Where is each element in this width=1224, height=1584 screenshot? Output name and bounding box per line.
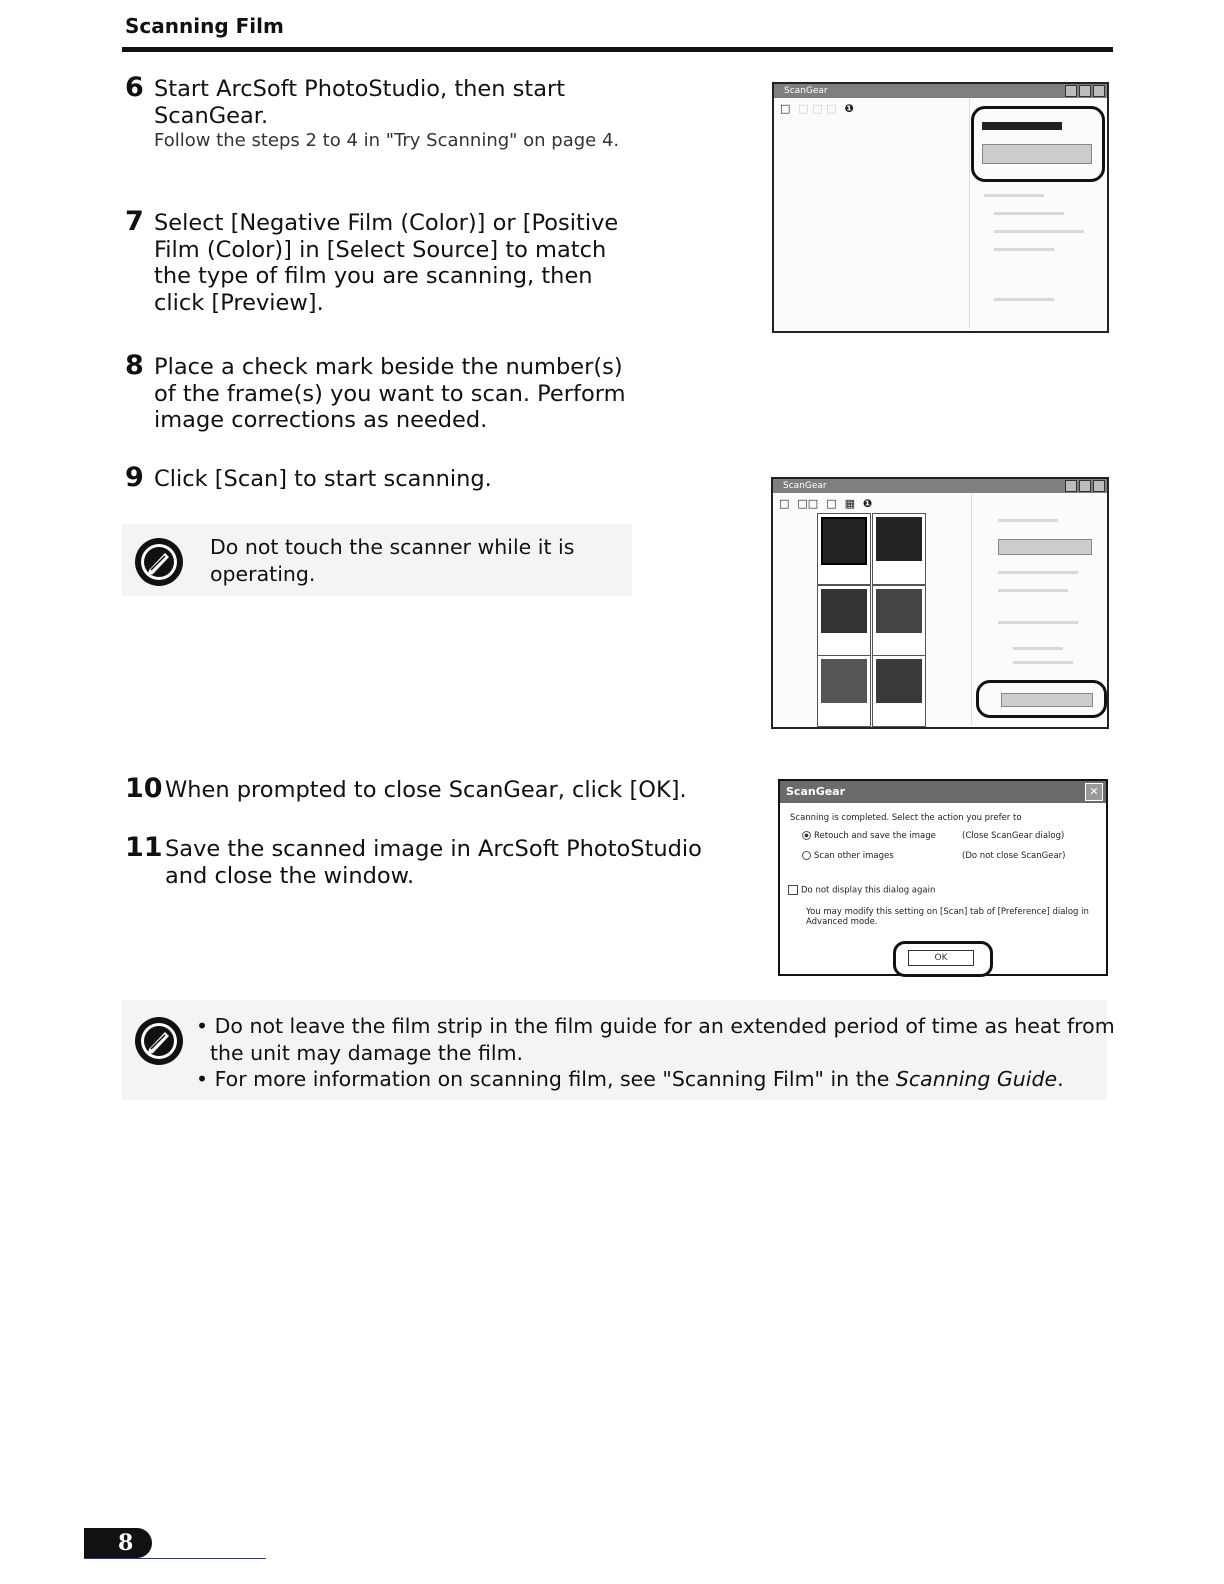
dialog-message: Scanning is completed. Select the action you prefer to (790, 813, 1022, 823)
step-10 (125, 773, 725, 804)
step-number: 11 (125, 832, 163, 863)
step-text: Select [Negative Film (Color)] or [Positive Film (Color)] in [Select Source] to match the type of film you are scanning, then click [Preview]. (154, 210, 619, 316)
note-box-2 (122, 1000, 1115, 1100)
note-bullet-1: • Do not leave the film strip in the film guide for an extended period of time as heat from the unit may damage the film. (196, 1014, 1115, 1065)
film-thumbnail[interactable] (872, 585, 926, 657)
option2-note: (Do not close ScanGear) (962, 851, 1066, 861)
step-text: Start ArcSoft PhotoStudio, then start ScanGear. (154, 76, 566, 129)
film-thumbnail[interactable] (817, 655, 871, 727)
step-number: 9 (125, 462, 144, 493)
step-8 (125, 350, 685, 434)
dialog-title: ScanGear (786, 785, 846, 798)
step-number: 6 (125, 72, 144, 103)
note-text: Do not touch the scanner while it is operating. (210, 535, 575, 586)
step-11 (125, 832, 725, 889)
step-7 (125, 206, 685, 316)
film-thumbnail[interactable] (872, 655, 926, 727)
window-titlebar: ScanGear (773, 479, 1107, 493)
guide-title: Scanning Guide (895, 1067, 1058, 1091)
dialog-hint: You may modify this setting on [Scan] tab of [Preference] dialog in Advanced mode. (806, 907, 1089, 927)
step-text: When prompted to close ScanGear, click [OK]. (165, 777, 687, 803)
step-6 (125, 72, 685, 153)
film-thumbnail[interactable] (872, 513, 926, 585)
radio-retouch[interactable]: Retouch and save the image (802, 831, 936, 841)
scangear-dialog (778, 779, 1108, 976)
pencil-note-icon (134, 1016, 184, 1066)
pencil-note-icon (134, 537, 184, 587)
window-controls (1065, 85, 1105, 97)
footer-rule (84, 1558, 266, 1559)
dialog-titlebar (780, 781, 1106, 803)
step-number: 10 (125, 773, 163, 804)
step-number: 8 (125, 350, 144, 381)
step-text: Click [Scan] to start scanning. (154, 466, 492, 492)
step-number: 7 (125, 206, 144, 237)
option1-note: (Close ScanGear dialog) (962, 831, 1065, 841)
radio-scan-other[interactable]: Scan other images (802, 851, 894, 861)
note-box (122, 524, 632, 596)
step-text: Save the scanned image in ArcSoft PhotoStudio and close the window. (165, 836, 702, 889)
page-title: Scanning Film (125, 14, 284, 38)
step-text: Place a check mark beside the number(s) of the frame(s) you want to scan. Perform image corrections as needed. (154, 354, 626, 433)
film-thumbnail[interactable] (817, 585, 871, 657)
ok-button[interactable]: OK (908, 950, 974, 966)
scangear-screenshot-2 (771, 477, 1109, 729)
step-9 (125, 462, 685, 493)
close-icon[interactable]: ✕ (1085, 783, 1103, 801)
page-number: 8 (84, 1528, 152, 1558)
toolbar: □ □ □ □ ❶ (780, 102, 854, 115)
film-thumbnail[interactable] (817, 513, 871, 585)
step-subtext: Follow the steps 2 to 4 in "Try Scanning" on page 4. (154, 130, 620, 151)
do-not-display-checkbox[interactable]: Do not display this dialog again (788, 885, 935, 896)
toolbar: □ □□ □ ▦ ❶ (779, 497, 873, 510)
page-icon: □ (780, 102, 791, 115)
info-icon: ❶ (844, 102, 854, 115)
ok-button-highlight (893, 941, 993, 977)
scangear-screenshot-1 (772, 82, 1109, 333)
window-controls (1065, 480, 1105, 492)
title-rule (122, 47, 1113, 52)
window-titlebar: ScanGear (774, 84, 1107, 98)
scan-button[interactable] (1001, 693, 1093, 707)
note-bullet-2: • For more information on scanning film, see "Scanning Film" in the Scanning Guide. (196, 1067, 1064, 1091)
